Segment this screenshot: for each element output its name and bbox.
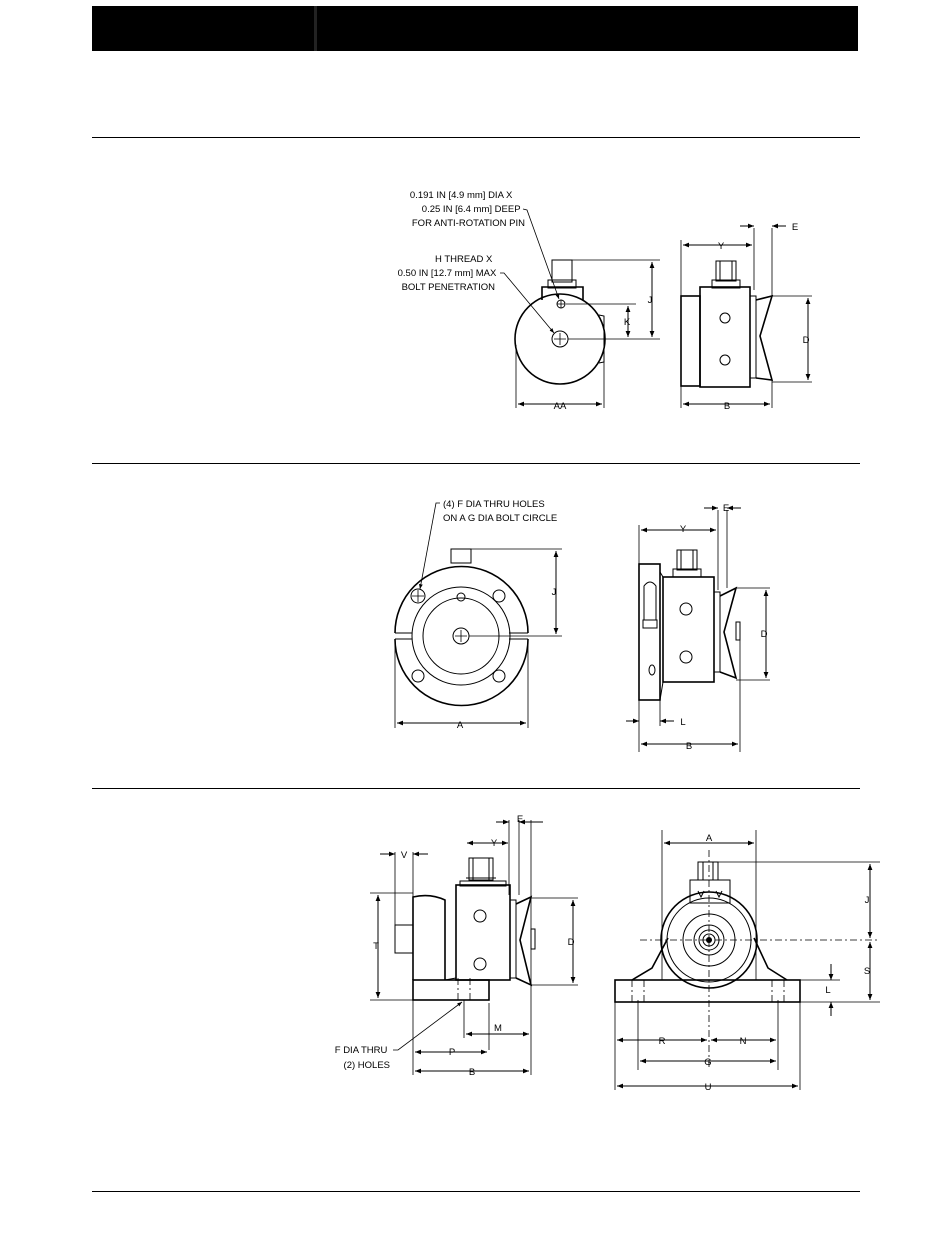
s3-dim-U: U	[704, 1082, 712, 1093]
s1-side-view	[681, 228, 812, 408]
s2-front-view	[395, 549, 562, 728]
s3-dim-R: R	[658, 1036, 666, 1047]
s1-callout-pin: 0.191 IN [4.9 mm] DIA X 0.25 IN [6.4 mm] DEEP FOR ANTI-ROTATION PIN	[409, 190, 525, 229]
s1-callout-thread: H THREAD X 0.50 IN [12.7 mm] MAX BOLT PENETRATION	[397, 254, 497, 293]
s3-dim-N: N	[739, 1036, 747, 1047]
s2-dim-Y: Y	[679, 524, 687, 535]
s1-dim-AA: AA	[553, 401, 567, 412]
s2-callout-holes: (4) F DIA THRU HOLES ON A G DIA BOLT CIRCLE	[443, 499, 558, 524]
s2-dim-E: E	[722, 503, 730, 514]
s2-side-view	[639, 510, 770, 752]
s3-dim-D: D	[567, 937, 575, 948]
s3-dim-V: V	[400, 850, 408, 861]
s3-dim-G: G	[704, 1057, 712, 1068]
s3-dim-S: S	[863, 966, 871, 977]
s1-front-view	[515, 260, 660, 408]
s3-dim-T: T	[373, 941, 379, 952]
s1-dim-J: J	[647, 295, 653, 306]
s2-dim-D: D	[760, 629, 768, 640]
s1-dim-B: B	[723, 401, 731, 412]
s3-dim-Y: Y	[490, 838, 498, 849]
s3-dim-L: L	[825, 985, 831, 996]
s3-dim-P: P	[448, 1047, 456, 1058]
s1-dim-E: E	[791, 222, 799, 233]
s1-dim-D: D	[802, 335, 810, 346]
s3-dim-J: J	[864, 895, 870, 906]
s1-dim-K: K	[623, 317, 631, 328]
s2-dim-A: A	[456, 720, 464, 731]
section-1-drawing	[398, 190, 812, 412]
s3-callout-holes: F DIA THRU (2) HOLES	[334, 1045, 390, 1071]
s2-dim-L: L	[680, 717, 686, 728]
s3-front-view	[615, 830, 880, 1090]
s3-dim-M: M	[494, 1023, 502, 1034]
s2-dim-B: B	[685, 741, 693, 752]
s1-dim-Y: Y	[717, 241, 725, 252]
s3-dim-E: E	[516, 814, 524, 825]
s2-dim-J: J	[551, 587, 557, 598]
s3-dim-B: B	[468, 1067, 476, 1078]
section-3-drawing	[335, 814, 880, 1093]
s3-dim-A: A	[705, 833, 713, 844]
section-2-drawing	[395, 499, 770, 752]
